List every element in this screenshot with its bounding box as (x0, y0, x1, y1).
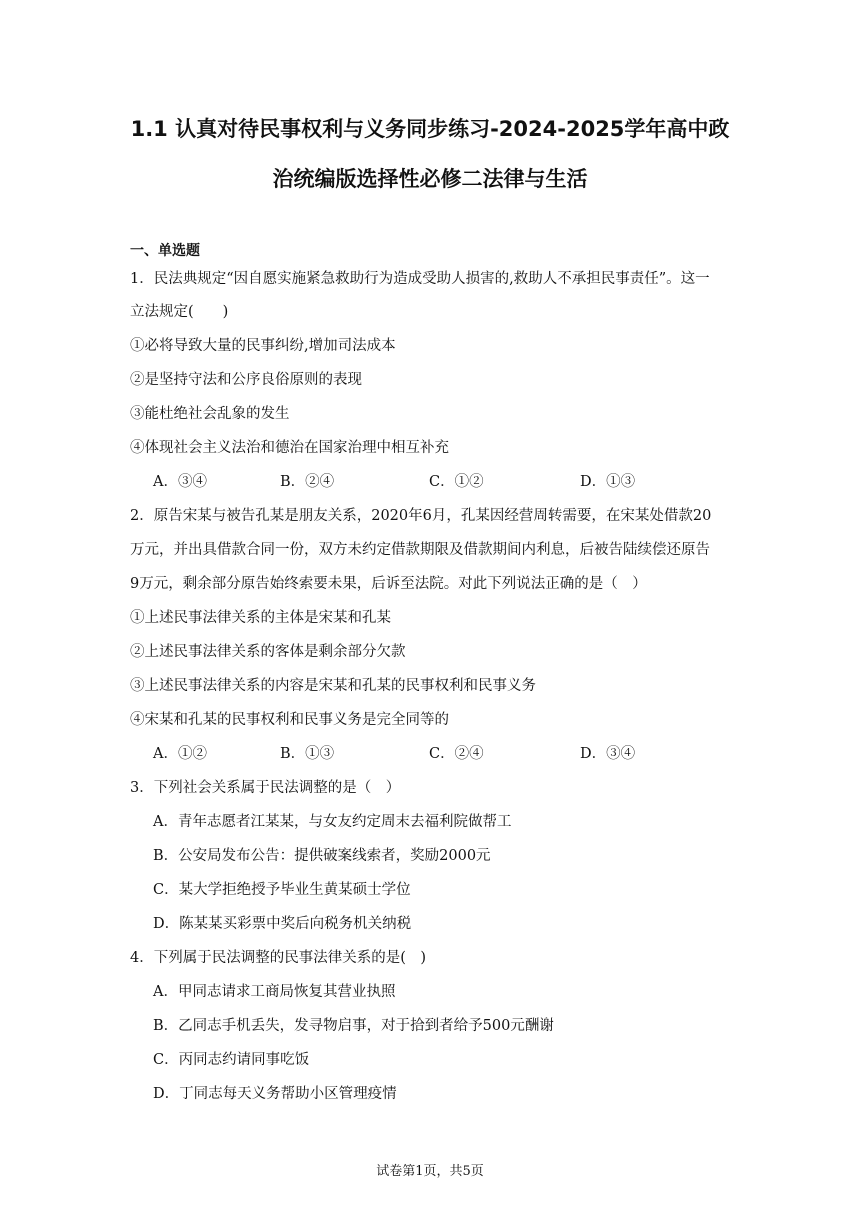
q1-item-2: ②是坚持守法和公序良俗原则的表现 (130, 372, 362, 388)
title-line-1: 1.1 认真对待民事权利与义务同步练习-2024-2025学年高中政 (130, 117, 730, 141)
q2-stem-line-2: 万元，并出具借款合同一份，双方未约定借款期限及借款期间内利息，后被告陆续偿还原告 (130, 542, 710, 558)
q1-item-3: ③能杜绝社会乱象的发生 (130, 406, 290, 422)
q4-option-d[interactable]: D．丁同志每天义务帮助小区管理疫情 (153, 1086, 397, 1102)
q2-item-4: ④宋某和孔某的民事权利和民事义务是完全同等的 (130, 712, 449, 728)
q2-stem-line-1: 2．原告宋某与被告孔某是朋友关系，2020年6月，孔某因经营周转需要，在宋某处借款20 (130, 508, 712, 524)
q1-option-c[interactable]: C．①② (429, 474, 484, 490)
document-title (96, 104, 764, 204)
section-heading: 一、单选题 (130, 243, 200, 259)
q3-option-d[interactable]: D．陈某某买彩票中奖后向税务机关纳税 (153, 916, 412, 932)
page-footer: 试卷第1页，共5页 (376, 1164, 484, 1179)
q1-option-b[interactable]: B．②④ (280, 474, 335, 490)
q2-item-1: ①上述民事法律关系的主体是宋某和孔某 (130, 610, 391, 626)
q1-option-d[interactable]: D．①③ (580, 474, 636, 490)
q1-stem-line-1: 1．民法典规定“因自愿实施紧急救助行为造成受助人损害的,救助人不承担民事责任”。这一 (130, 271, 710, 287)
q4-option-a[interactable]: A．甲同志请求工商局恢复其营业执照 (153, 984, 396, 1000)
q3-stem: 3．下列社会关系属于民法调整的是（ ） (130, 780, 401, 796)
q1-option-a[interactable]: A．③④ (153, 474, 207, 490)
q2-option-a[interactable]: A．①② (153, 746, 207, 762)
q4-stem: 4．下列属于民法调整的民事法律关系的是( ) (130, 950, 427, 966)
q3-option-a[interactable]: A．青年志愿者江某某，与女友约定周末去福利院做帮工 (153, 814, 512, 830)
q1-stem-line-2: 立法规定( ) (130, 304, 229, 320)
q2-option-c[interactable]: C．②④ (429, 746, 484, 762)
q2-item-2: ②上述民事法律关系的客体是剩余部分欠款 (130, 644, 406, 660)
q3-option-c[interactable]: C．某大学拒绝授予毕业生黄某硕士学位 (153, 882, 411, 898)
q1-item-1: ①必将导致大量的民事纠纷,增加司法成本 (130, 338, 396, 354)
q4-option-b[interactable]: B．乙同志手机丢失，发寻物启事，对于拾到者给予500元酬谢 (153, 1018, 554, 1034)
q1-item-4: ④体现社会主义法治和德治在国家治理中相互补充 (130, 440, 449, 456)
q2-option-d[interactable]: D．③④ (580, 746, 636, 762)
q4-option-c[interactable]: C．丙同志约请同事吃饭 (153, 1052, 310, 1068)
q2-item-3: ③上述民事法律关系的内容是宋某和孔某的民事权利和民事义务 (130, 678, 536, 694)
q3-option-b[interactable]: B．公安局发布公告：提供破案线索者，奖励2000元 (153, 848, 491, 864)
q2-option-b[interactable]: B．①③ (280, 746, 335, 762)
title-line-2: 治统编版选择性必修二法律与生活 (272, 167, 588, 191)
q2-stem-line-3: 9万元，剩余部分原告始终索要未果，后诉至法院。对此下列说法正确的是（ ） (130, 576, 647, 592)
